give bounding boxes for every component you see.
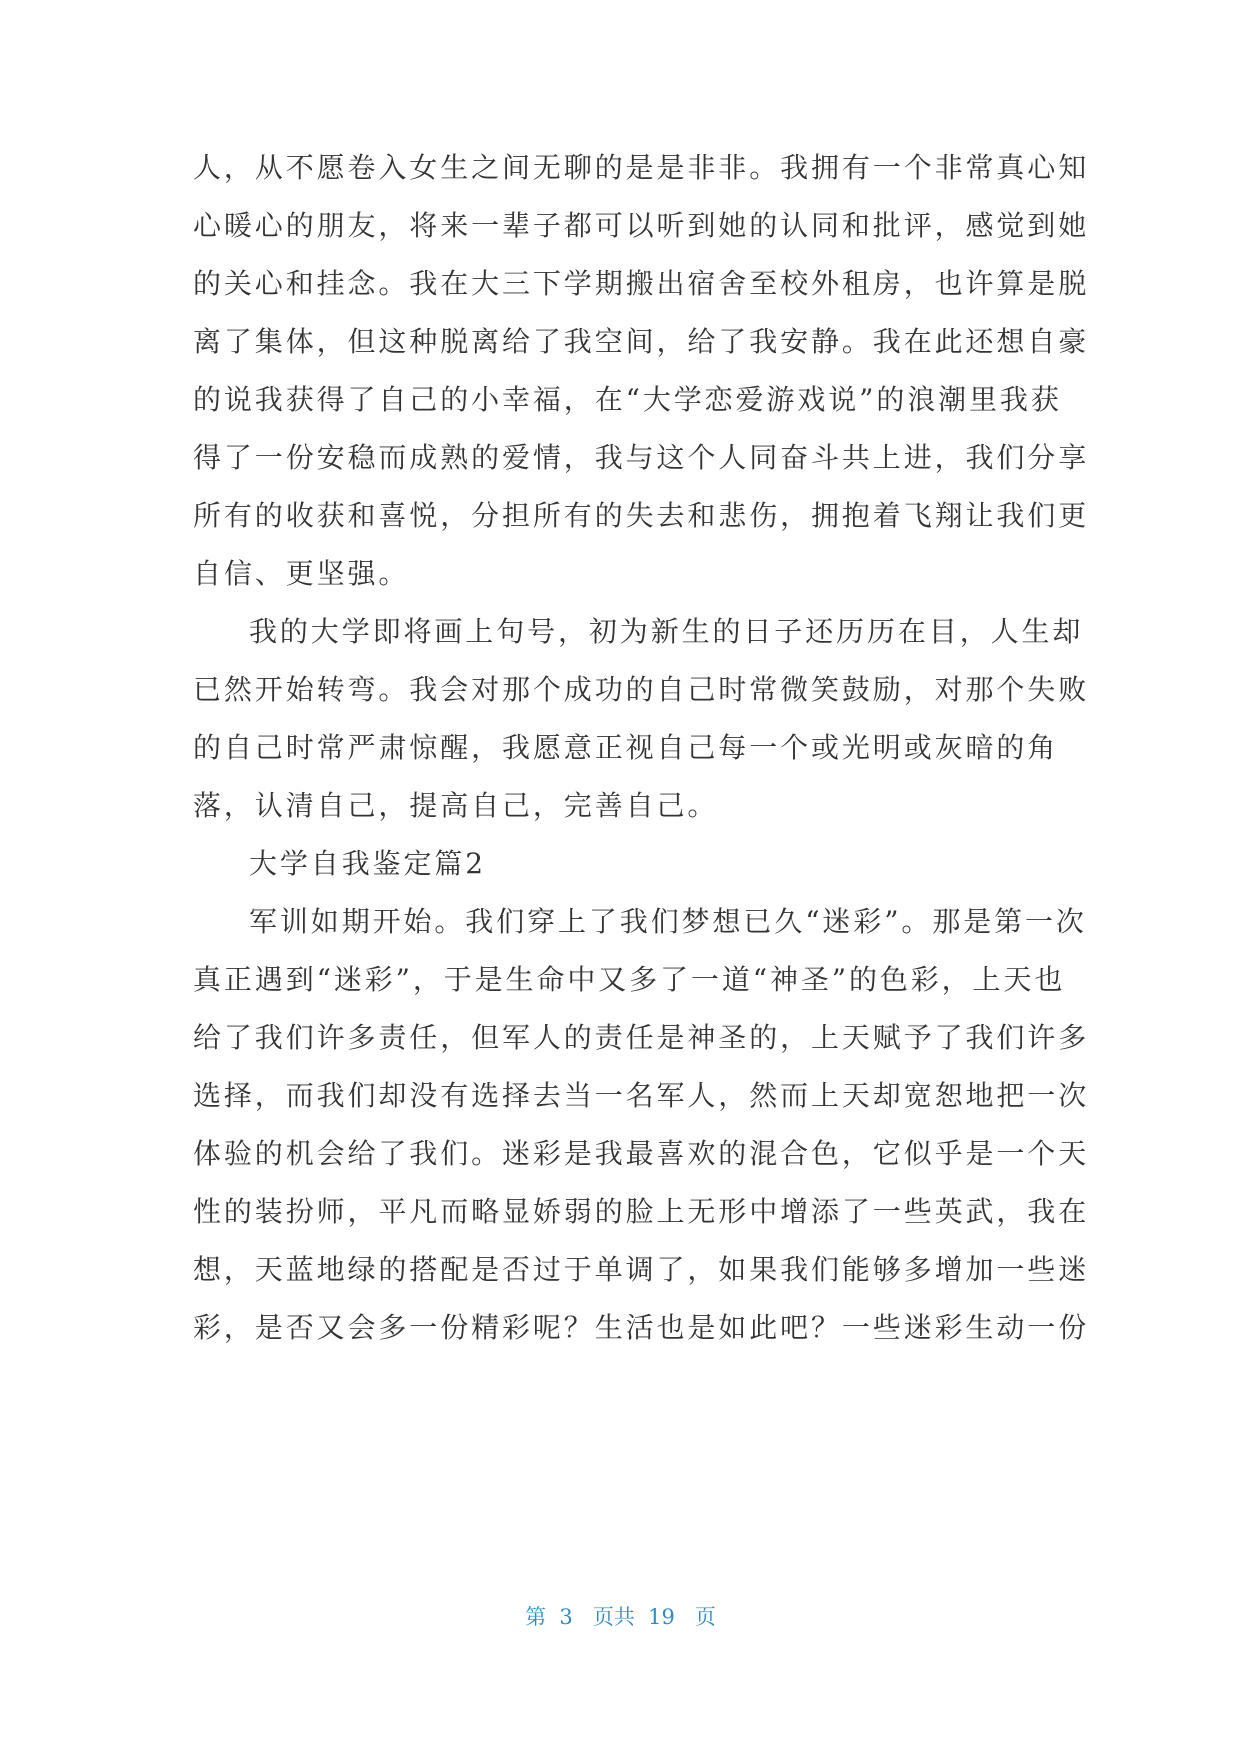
text-line: 真正遇到“迷彩”，于是生命中又多了一道“神圣”的色彩，上天也: [193, 963, 1066, 996]
text-line: 彩，是否又会多一份精彩呢？生活也是如此吧？一些迷彩生动一份: [193, 1311, 1090, 1344]
text-line: 我的大学即将画上句号，初为新生的日子还历历在目，人生却: [249, 615, 1084, 648]
page-number-footer: 第 3 页共 19 页: [525, 1605, 716, 1629]
text-line: 自信、更坚强。: [193, 557, 410, 590]
text-line: 军训如期开始。我们穿上了我们梦想已久“迷彩”。那是第一次: [249, 905, 1087, 938]
text-line: 得了一份安稳而成熟的爱情，我与这个人同奋斗共上进，我们分享: [193, 441, 1090, 474]
text-line: 离了集体，但这种脱离给了我空间，给了我安静。我在此还想自豪: [193, 325, 1090, 358]
text-line: 的自己时常严肃惊醒，我愿意正视自己每一个或光明或灰暗的角: [193, 731, 1059, 764]
text-line: 性的装扮师，平凡而略显娇弱的脸上无形中增添了一些英武，我在: [193, 1195, 1090, 1228]
text-line: 的说我获得了自己的小幸福，在“大学恋爱游戏说”的浪潮里我获: [193, 383, 1062, 416]
text-line: 心暖心的朋友，将来一辈子都可以听到她的认同和批评，感觉到她: [193, 209, 1090, 242]
text-line: 体验的机会给了我们。迷彩是我最喜欢的混合色，它似乎是一个天: [193, 1137, 1090, 1170]
text-line: 落，认清自己，提高自己，完善自己。: [193, 789, 719, 822]
section-heading: 大学自我鉴定篇2: [249, 847, 487, 880]
text-line: 想，天蓝地绿的搭配是否过于单调了，如果我们能够多增加一些迷: [193, 1253, 1090, 1286]
text-line: 给了我们许多责任，但军人的责任是神圣的，上天赋予了我们许多: [193, 1021, 1090, 1054]
text-line: 所有的收获和喜悦，分担所有的失去和悲伤，拥抱着飞翔让我们更: [193, 499, 1090, 532]
text-line: 选择，而我们却没有选择去当一名军人，然而上天却宽恕地把一次: [193, 1079, 1090, 1112]
text-line: 人，从不愿卷入女生之间无聊的是是非非。我拥有一个非常真心知: [193, 151, 1090, 184]
text-line: 的关心和挂念。我在大三下学期搬出宿舍至校外租房，也许算是脱: [193, 267, 1090, 300]
text-line: 已然开始转弯。我会对那个成功的自己时常微笑鼓励，对那个失败: [193, 673, 1090, 706]
